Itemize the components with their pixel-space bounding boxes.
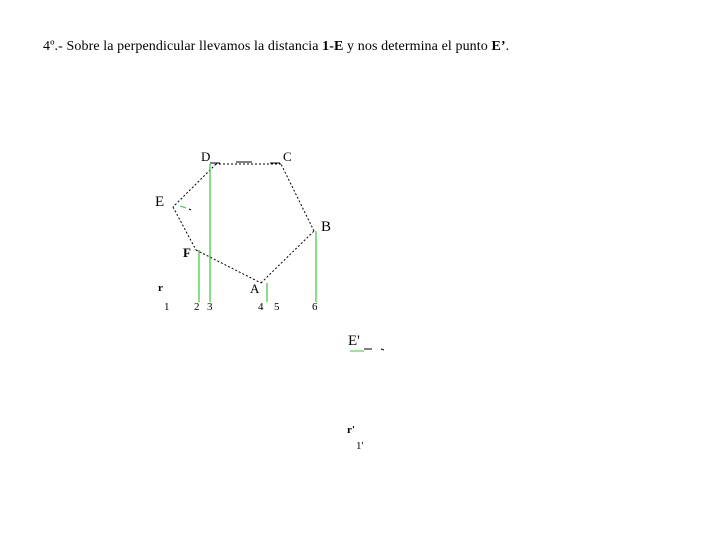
edge-a-b [261,231,314,283]
caption-segment: 1-E [322,39,344,54]
caption-prefix: 4º.- Sobre la perpendicular llevamos la distancia [43,39,323,54]
caption-point: E’ [491,39,506,54]
caption-middle: y nos determina el punto [343,39,492,54]
vertex-a-label: A [250,281,260,296]
edge-b-c [281,164,314,231]
hexagon-outline [173,164,314,283]
e-dot [189,209,191,210]
caption-suffix: . [505,39,510,54]
line-r-prime-label: r' [347,424,355,436]
e-prime-dot [381,349,384,350]
edge-f-a [196,250,261,283]
ground-number-6: 6 [312,301,318,313]
vertex-f-label: F [183,245,191,260]
edge-e-f [173,207,196,250]
vertex-c-label: C [283,149,292,164]
ground-number-5: 5 [274,301,280,313]
line-r-label: r [158,282,163,294]
projected-point-label: E' [348,333,360,349]
vertex-d-label: D [201,149,211,164]
ground-number-2: 2 [194,301,200,313]
vertex-b-label: B [321,219,332,235]
e-dash [180,206,186,208]
ground-number-1: 1 [164,301,170,313]
ground-number-4: 4 [258,301,264,313]
ground-number-3: 3 [207,301,213,313]
projected-number-label: 1' [356,440,364,452]
vertex-e-label: E [155,194,165,210]
label-tick-marks [180,162,384,351]
